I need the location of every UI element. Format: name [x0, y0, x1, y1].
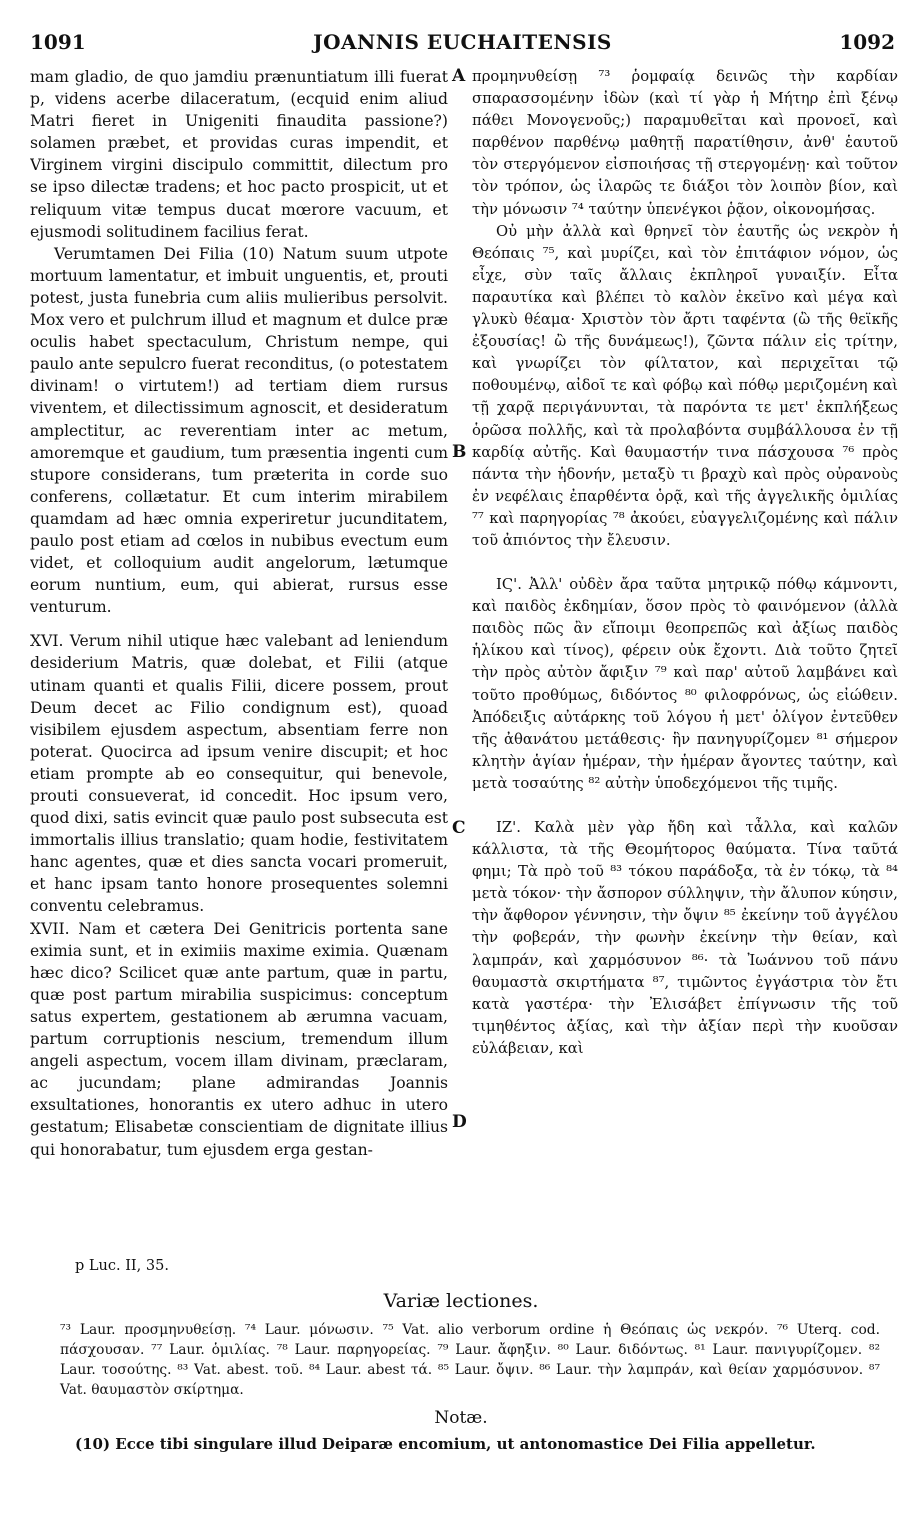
variae-lectiones-heading: Variæ lectiones. [383, 1290, 539, 1312]
greek-paragraph: προμηνυθείσῃ ⁷³ ῥομφαίᾳ δεινῶς τὴν καρδίαν σπαρασσομένην ἰδὼν (καὶ τί γὰρ ἡ Μήτηρ ἐπὶ ξένῳ πάθει Μονογενοῦς;) παραμυθεῖται καὶ προνοεῖ, καὶ παρθένον παρθένῳ μαθητῇ παρατίθησιν, ἀνθ' ἑαυτοῦ τὸν στεργόμενον εἰσποιήσας τῇ στεργομένῃ· καὶ τοῦτον τὸν τρόπον, ὡς ἱλαρῶς τε διάξοι τὸν λοιπὸν βίον, καὶ τὴν μόνωσιν ⁷⁴ ταύτην ὑπενέγκοι ῥᾷον, οἰκονομήσας. [472, 68, 898, 218]
greek-paragraph: ΙΖ'. Καλὰ μὲν γὰρ ἤδη καὶ τἆλλα, καὶ καλῶν κάλλιστα, τὰ τῆς Θεομήτορος θαύματα. Τίνα ταῦτά φημι; Τὰ πρὸ τοῦ ⁸³ τόκου παράδοξα, τὰ ἐν τόκῳ, τὰ ⁸⁴ μετὰ τόκον· τὴν ἄσπορον σύλληψιν, τὴν ἄλυπον κύησιν, τὴν ἄφθορον γέννησιν, τὴν ὄψιν ⁸⁵ ἐκείνην τοῦ ἀγγέλου τὴν φοβεράν, τὴν φωνὴν ἐκείνην τὴν θείαν, καὶ λαμπράν, καὶ χαρμόσυνον ⁸⁶· τὰ Ἰωάννου τοῦ πάνυ θαυμαστὰ σκιρτήματα ⁸⁷, τιμῶντος ἐγγάστρια τὸν ἔτι κατὰ γαστέρα· τὴν Ἐλισάβετ ἐπίγνωσιν τῆς τοῦ τιμηθέντος ἀξίας, καὶ τὴν ἀξίαν περὶ τὴν κυοῦσαν εὐλάβειαν, καὶ [472, 819, 898, 1057]
scripture-footnote: p Luc. II, 35. [75, 1258, 169, 1274]
latin-paragraph: XVII. Nam et cætera Dei Genitricis portenta sane eximia sunt, et in eximiis maxime eximia. Quænam hæc dico? Scilicet quæ ante partum, quæ in partu, quæ post partum mirabilia suspicimus: conceptum satus expertem, gestationem ab ærumna vacuam, partum corruptionis nescium, tremendum illum angeli aspectum, vocem illam divinam, præclaram, ac jucundam; plane admirandas Joannis exsultationes, honorantis ex utero adhuc in utero gestatum; Elisabetæ conscientiam de dignitate illius qui honorabatur, tum ejusdem erga gestan- [30, 919, 448, 1159]
latin-paragraph: XVI. Verum nihil utique hæc valebant ad leniendum desiderium Matris, quæ dolebat, et Filii (atque utinam quanti et qualis Filii, dicere possem, prout Deum decet ac Filio condignum est), quoad visibilem ejusdem aspectum, absentiam ferre non poterat. Quocirca ad ipsum venire discupit; et hoc etiam prompte ab eo consequitur, qui benevole, prouti consueverat, id concedit. Hoc ipsum vero, quod dixi, satis evincit quæ paulo post subsecuta est immortalis illius translatio; quam hodie, festivitatem hanc agentes, quæ et dies sancta vocari promeruit, et hanc ipsam tanto honore prosequentes solemni conventu celebramus. [30, 632, 448, 916]
greek-paragraph: Οὐ μὴν ἀλλὰ καὶ θρηνεῖ τὸν ἑαυτῆς ὡς νεκρὸν ἡ Θεόπαις ⁷⁵, καὶ μυρίζει, καὶ τὸν ἐπιτάφιον νόμον, ὡς εἶχε, σὺν ταῖς ἄλλαις ἐκπληροῖ γυναιξίν. Εἶτα παραυτίκα καὶ βλέπει τὸ καλὸν ἐκεῖνο καὶ μέγα καὶ γλυκὺ θέαμα· Χριστὸν τὸν ἄρτι ταφέντα (ὢ τῆς θεϊκῆς ἐξουσίας! ὢ τῆς δυνάμεως!), ζῶντα πάλιν εἰς τρίτην, καὶ γνωρίζει τὸν φίλτατον, καὶ περιχεῖται τῷ ποθουμένῳ, αἰδοῖ τε καὶ φόβῳ καὶ πόθῳ μεριζομένη καὶ τῇ χαρᾷ περιγάνυνται, τὰ παρόντα τε μετ' ἐκπλήξεως ὁρῶσα πολλῆς, καὶ τὰ προλαβόντα συμβάλλουσα ἐν τῇ καρδίᾳ αὐτῆς. Καὶ θαυμαστήν τινα πάσχουσα ⁷⁶ πρὸς πάντα τὴν ἡδονήν, μεταξὺ τι βραχὺ καὶ πρὸς οὐρανοὺς ἐν νεφέλαις ἐπαρθέντα ὁρᾷ, καὶ τῆς ἀγγελικῆς ὁμιλίας ⁷⁷ καὶ παρηγορίας ⁷⁸ ἀκούει, εὐαγγελιζομένης καὶ πάλιν τοῦ ἀπιόντος τὴν ἔλευσιν. [472, 222, 898, 549]
greek-column [472, 66, 898, 1261]
variants-text: ⁷³ Laur. προσμηνυθείσῃ. ⁷⁴ Laur. μόνωσιν. ⁷⁵ Vat. alio verborum ordine ἡ Θεόπαις ὡς νεκρόν. ⁷⁶ Uterq. cod. πάσχουσαν. ⁷⁷ Laur. ὁμιλίας. ⁷⁸ Laur. παρηγορείας. ⁷⁹ Laur. ἄφηξιν. ⁸⁰ Laur. διδόντως. ⁸¹ Laur. πανιγυρίζομεν. ⁸² Laur. τοσούτης. ⁸³ Vat. abest. τοῦ. ⁸⁴ Laur. abest τά. ⁸⁵ Laur. ὄψιν. ⁸⁶ Laur. τὴν λαμπράν, καὶ θείαν χαρμόσυνον. ⁸⁷ Vat. θαυμαστὸν σκίρτημα. [60, 1322, 880, 1398]
notae-text: (10) Ecce tibi singulare illud Deiparæ encomium, ut antonomastice Dei Filia appelletur. [75, 1435, 816, 1453]
latin-column [30, 66, 448, 1261]
running-title: JOANNIS EUCHAITENSIS [313, 30, 612, 54]
margin-mark-c: C [452, 818, 466, 838]
left-page-number: 1091 [30, 30, 86, 54]
latin-paragraph: Verumtamen Dei Filia (10) Natum suum utpote mortuum lamentatur, et imbuit unguentis, et, prouti potest, justa funebria cum aliis mulieribus persolvit. Mox vero et pulchrum illud et magnum et dulce præ oculis habet spectaculum, Christum nempe, qui paulo ante sepulcro fuerat reconditus, (o potestatem divinam! o virtutem!) ad tertiam diem rursus viventem, et dilectissimum agnoscit, et desideratum amplectitur, ac reverentiam inter ac metum, amoremque et gaudium, tum præsentia ingenti cum stupore considerans, tum præterita in corde suo conferens, collætatur. Et cum interim mirabilem quamdam ad hæc omnia experiretur jucunditatem, paulo post etiam ad cœlos in nubibus evectum eum videt, et colloquium audit angelorum, lætumque eorum nuntium, eum, qui abierat, rursus esse venturum. [30, 244, 448, 617]
right-page-number: 1092 [839, 30, 895, 54]
margin-mark-a: A [452, 66, 466, 86]
margin-mark-b: B [452, 442, 467, 462]
margin-mark-d: D [452, 1112, 467, 1132]
greek-paragraph: ΙϚ'. Ἀλλ' οὐδὲν ἄρα ταῦτα μητρικῷ πόθῳ κάμνοντι, καὶ παιδὸς ἐκδημίαν, ὅσον πρὸς τὸ φαινόμενον (ἀλλὰ παιδὸς πῶς ἂν εἴποιμι θεοπρεπῶς καὶ ἀξίως παιδὸς ἡλίκου καὶ τίνος), φέρειν οὐκ ἔχοντι. Διὰ τοῦτο ζητεῖ τὴν πρὸς αὐτὸν ἄφιξιν ⁷⁹ καὶ παρ' αὐτοῦ λαμβάνει καὶ τοῦτο προθύμως, διδόντος ⁸⁰ φιλοφρόνως, ὡς εἰώθειν. Ἀπόδειξις αὐτάρκης τοῦ λόγου ἡ μετ' ὀλίγον ἐντεῦθεν τῆς ἀθανάτου μετάθεσις· ἣν πανηγυρίζομεν ⁸¹ σήμερον κλητὴν ἁγίαν ἡμέραν, τὴν ἡμέραν ἄγοντες ταύτην, καὶ μετὰ τοσαύτης ⁸² αὐτὴν ὑποδεχόμενοι τῆς τιμῆς. [472, 576, 898, 792]
notae-heading: Notæ. [434, 1408, 488, 1428]
variae-lectiones [60, 1320, 880, 1400]
latin-paragraph: mam gladio, de quo jamdiu prænuntiatum illi fuerat p, videns acerbe dilaceratum, (ecquid enim aliud Matri fieret in Unigeniti finaudita passione?) solamen præbet, et providas curas impendit, et Virginem virgini discipulo committit, dilectum pro se ipso dilectæ tradens; et hoc pacto prospicit, ut et reliquum vitæ tempus ducat mœrore vacuum, et ejusmodi solitudinem facilius ferat. [30, 68, 448, 241]
page-header [30, 30, 895, 60]
